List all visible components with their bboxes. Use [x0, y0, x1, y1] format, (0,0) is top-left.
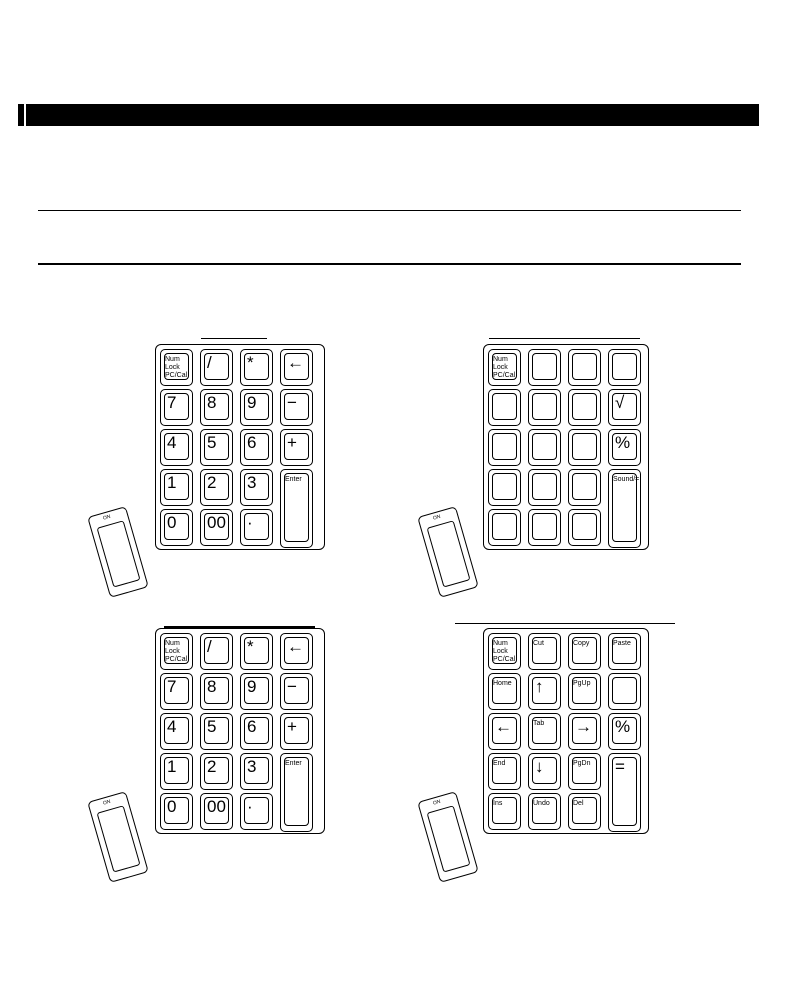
label-line-tr	[489, 338, 640, 339]
key[interactable]	[608, 389, 641, 426]
key-label: PgUp	[573, 680, 591, 687]
key-label: −	[287, 677, 297, 696]
key[interactable]	[240, 349, 273, 386]
rule-bottom	[38, 263, 741, 265]
key[interactable]	[200, 509, 233, 546]
key[interactable]	[160, 509, 193, 546]
key-label: √	[615, 393, 625, 412]
key-label: Num Lock PC/Cal	[493, 640, 516, 663]
key-label: 1	[167, 473, 177, 492]
key-label: 7	[167, 393, 177, 412]
key[interactable]	[568, 713, 601, 750]
key[interactable]	[488, 469, 521, 506]
key[interactable]	[568, 389, 601, 426]
key-label: 3	[247, 757, 257, 776]
key-label: *	[247, 353, 254, 372]
keypad-navigation	[483, 628, 649, 834]
key[interactable]	[568, 349, 601, 386]
key[interactable]	[608, 633, 641, 670]
key-label: %	[615, 717, 631, 736]
label-line-br	[455, 623, 675, 624]
key[interactable]	[280, 469, 313, 548]
key-label: +	[287, 433, 297, 452]
device-tr: ON	[417, 506, 479, 598]
key[interactable]	[608, 429, 641, 466]
key-label: Undo	[533, 800, 550, 807]
key[interactable]	[488, 509, 521, 546]
key[interactable]	[488, 633, 521, 670]
key[interactable]	[528, 753, 561, 790]
key-label: 00	[207, 513, 226, 532]
key[interactable]	[528, 469, 561, 506]
key[interactable]	[200, 389, 233, 426]
device-br: ON	[417, 791, 479, 883]
key[interactable]	[240, 469, 273, 506]
key-label: PgDn	[573, 760, 591, 767]
key[interactable]	[160, 429, 193, 466]
key-label: =	[615, 757, 625, 776]
key-label: 8	[207, 677, 217, 696]
key[interactable]	[160, 673, 193, 710]
key[interactable]	[608, 673, 641, 710]
key-label: ·	[247, 513, 253, 532]
key-label: ←	[287, 637, 304, 656]
key[interactable]	[568, 793, 601, 830]
key[interactable]	[528, 389, 561, 426]
key-label: Num Lock PC/Cal	[493, 356, 516, 379]
section-header-bar	[18, 104, 759, 126]
key[interactable]	[240, 673, 273, 710]
key-label: Num Lock PC/Cal	[165, 640, 188, 663]
key-label: ←	[495, 717, 512, 736]
rule-top	[38, 210, 741, 211]
key-label: ←	[287, 353, 304, 372]
key[interactable]	[280, 429, 313, 466]
key[interactable]	[608, 469, 641, 548]
key[interactable]	[160, 469, 193, 506]
key-label: 8	[207, 393, 217, 412]
key[interactable]	[528, 793, 561, 830]
key[interactable]	[528, 509, 561, 546]
key-label: %	[615, 433, 631, 452]
key[interactable]	[160, 713, 193, 750]
key[interactable]	[200, 673, 233, 710]
key-label: 9	[247, 393, 257, 412]
key-label: ↑	[535, 677, 544, 696]
key[interactable]	[240, 713, 273, 750]
key-label: Enter	[285, 760, 302, 767]
key[interactable]	[240, 509, 273, 546]
key-label: 0	[167, 513, 177, 532]
key[interactable]	[608, 349, 641, 386]
key[interactable]	[488, 673, 521, 710]
key[interactable]	[568, 673, 601, 710]
keypad-numeric-top	[155, 344, 325, 550]
key[interactable]	[528, 713, 561, 750]
key[interactable]	[240, 753, 273, 790]
key[interactable]	[280, 389, 313, 426]
key[interactable]	[568, 633, 601, 670]
key-label: ↓	[535, 757, 544, 776]
key-label: 4	[167, 717, 177, 736]
key[interactable]	[528, 633, 561, 670]
key[interactable]	[240, 793, 273, 830]
key-label: End	[493, 760, 506, 767]
key[interactable]	[280, 753, 313, 832]
key-label: 00	[207, 797, 226, 816]
key[interactable]	[280, 713, 313, 750]
key[interactable]	[240, 429, 273, 466]
key-label: Enter	[285, 476, 302, 483]
key-label: Copy	[573, 640, 590, 647]
key-label: ·	[247, 797, 253, 816]
key[interactable]	[528, 349, 561, 386]
key[interactable]	[200, 713, 233, 750]
key-label: Cut	[533, 640, 544, 647]
key[interactable]	[568, 509, 601, 546]
keypad-calculator	[483, 344, 649, 550]
key[interactable]	[488, 429, 521, 466]
key[interactable]	[240, 633, 273, 670]
key-label: Ins	[493, 800, 503, 807]
key-label: 6	[247, 717, 257, 736]
key-label: Num Lock PC/Cal	[165, 356, 188, 379]
keypad-numeric-bottom	[155, 628, 325, 834]
key[interactable]	[280, 633, 313, 670]
key[interactable]	[488, 753, 521, 790]
key[interactable]	[200, 349, 233, 386]
key[interactable]	[240, 389, 273, 426]
key[interactable]	[528, 429, 561, 466]
key-label: /	[207, 637, 212, 656]
key-label: *	[247, 637, 254, 656]
key-label: 5	[207, 717, 217, 736]
key[interactable]	[488, 349, 521, 386]
key-label: 4	[167, 433, 177, 452]
key[interactable]	[200, 793, 233, 830]
key[interactable]	[200, 429, 233, 466]
key-label: Sound/=	[613, 476, 640, 483]
key[interactable]	[488, 389, 521, 426]
key-label: 5	[207, 433, 217, 452]
key-label: Home	[493, 680, 512, 687]
key[interactable]	[280, 349, 313, 386]
key-label: →	[575, 717, 592, 736]
label-line-tl	[201, 338, 267, 339]
key[interactable]	[200, 633, 233, 670]
device-tl: ON	[87, 506, 149, 598]
key[interactable]	[160, 753, 193, 790]
key-label: 6	[247, 433, 257, 452]
key[interactable]	[200, 469, 233, 506]
key[interactable]	[568, 753, 601, 790]
key[interactable]	[160, 793, 193, 830]
key[interactable]	[280, 673, 313, 710]
key[interactable]	[608, 713, 641, 750]
key[interactable]	[160, 349, 193, 386]
key[interactable]	[528, 673, 561, 710]
key-label: −	[287, 393, 297, 412]
key[interactable]	[488, 793, 521, 830]
key[interactable]	[568, 469, 601, 506]
key[interactable]	[160, 389, 193, 426]
key-label: 3	[247, 473, 257, 492]
key[interactable]	[200, 753, 233, 790]
key-label: Paste	[613, 640, 631, 647]
device-bl: ON	[87, 791, 149, 883]
key-label: 2	[207, 757, 217, 776]
key-label: 0	[167, 797, 177, 816]
key-label: 7	[167, 677, 177, 696]
key-label: +	[287, 717, 297, 736]
key[interactable]	[608, 753, 641, 832]
key-label: 1	[167, 757, 177, 776]
key-label: Tab	[533, 720, 545, 727]
key-label: Del	[573, 800, 584, 807]
key-label: 9	[247, 677, 257, 696]
key-label: 2	[207, 473, 217, 492]
key[interactable]	[488, 713, 521, 750]
key[interactable]	[568, 429, 601, 466]
key[interactable]	[160, 633, 193, 670]
key-label: /	[207, 353, 212, 372]
